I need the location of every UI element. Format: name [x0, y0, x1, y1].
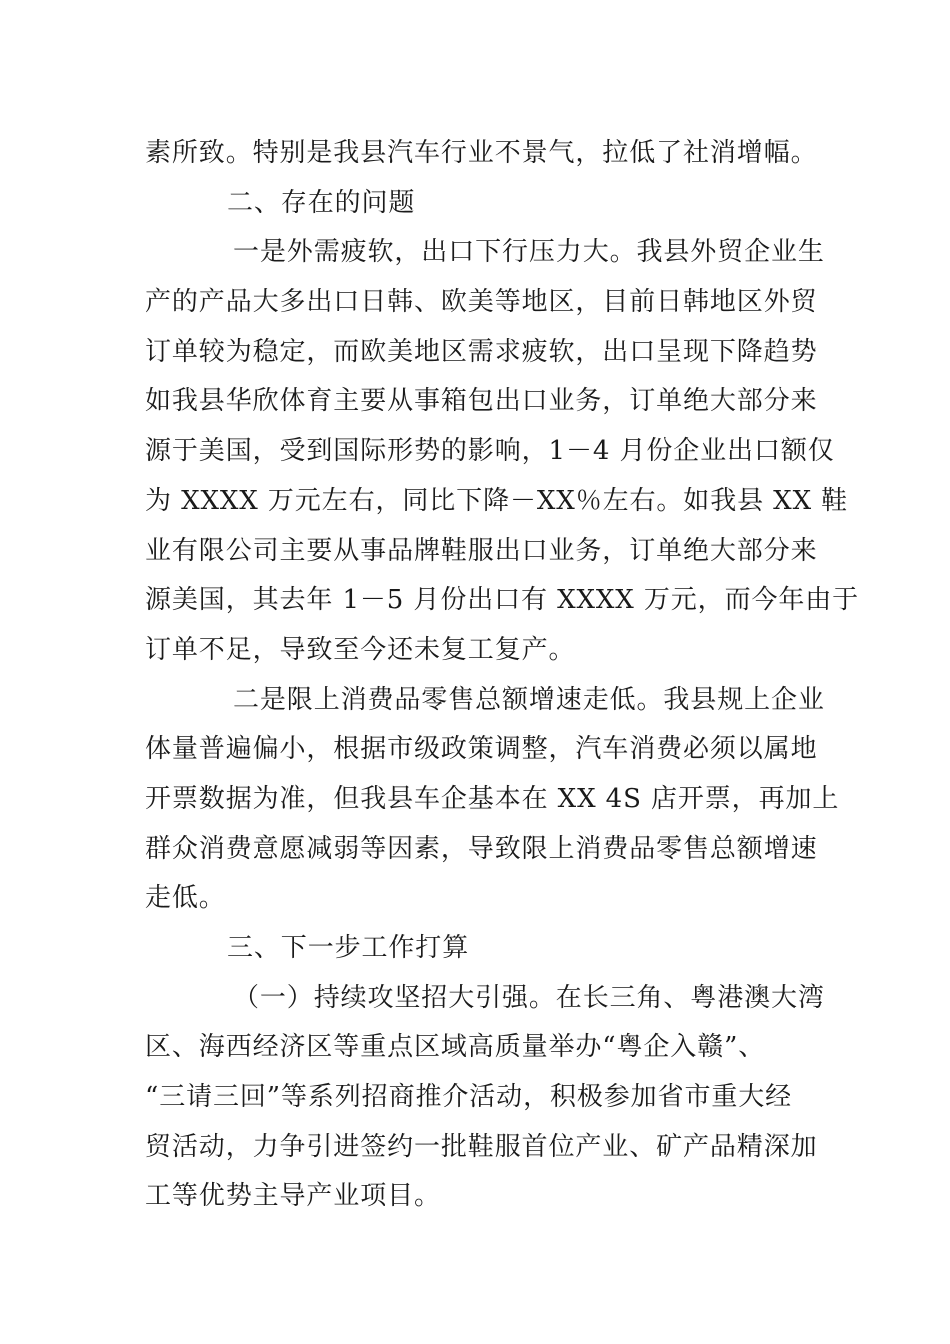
text-line: 订单不足，导致至今还未复工复产。	[145, 634, 576, 665]
text-line: 订单较为稳定，而欧美地区需求疲软，出口呈现下降趋势	[145, 336, 818, 367]
text-line: 如我县华欣体育主要从事箱包出口业务，订单绝大部分来	[145, 386, 818, 417]
text-line: 开票数据为准，但我县车企基本在 XX 4S 店开票，再加上	[145, 783, 840, 814]
text-line: 二是限上消费品零售总额增速走低。我县规上企业	[233, 684, 825, 715]
text-line: （一）持续攻坚招大引强。在长三角、粤港澳大湾	[233, 982, 825, 1013]
text-line: 一是外需疲软，出口下行压力大。我县外贸企业生	[233, 237, 825, 268]
text-line: 源美国，其去年 1－5 月份出口有 XXXX 万元，而今年由于	[145, 585, 860, 616]
text-line: 工等优势主导产业项目。	[145, 1181, 441, 1212]
text-line: 群众消费意愿减弱等因素，导致限上消费品零售总额增速	[145, 833, 818, 864]
text-line: 产的产品大多出口日韩、欧美等地区，目前日韩地区外贸	[145, 287, 818, 318]
text-line: 素所致。特别是我县汽车行业不景气，拉低了社消增幅。	[145, 138, 818, 168]
text-line: 源于美国，受到国际形势的影响，1－4 月份企业出口额仅	[145, 436, 835, 467]
text-line: “三请三回”等系列招商推介活动，积极参加省市重大经	[145, 1082, 793, 1113]
text-line: 贸活动，力争引进签约一批鞋服首位产业、矿产品精深加	[145, 1131, 818, 1162]
section-heading-next-steps: 三、下一步工作打算	[227, 933, 470, 963]
text-line: 走低。	[145, 883, 226, 914]
text-line: 体量普遍偏小，根据市级政策调整，汽车消费必须以属地	[145, 734, 818, 765]
text-line: 为 XXXX 万元左右，同比下降－XX％左右。如我县 XX 鞋	[145, 485, 849, 516]
section-heading-problems: 二、存在的问题	[227, 187, 416, 218]
text-line: 区、海西经济区等重点区域高质量举办“粤企入赣”、	[145, 1032, 766, 1063]
document-body	[145, 129, 860, 1222]
text-line: 业有限公司主要从事品牌鞋服出口业务，订单绝大部分来	[145, 535, 818, 566]
